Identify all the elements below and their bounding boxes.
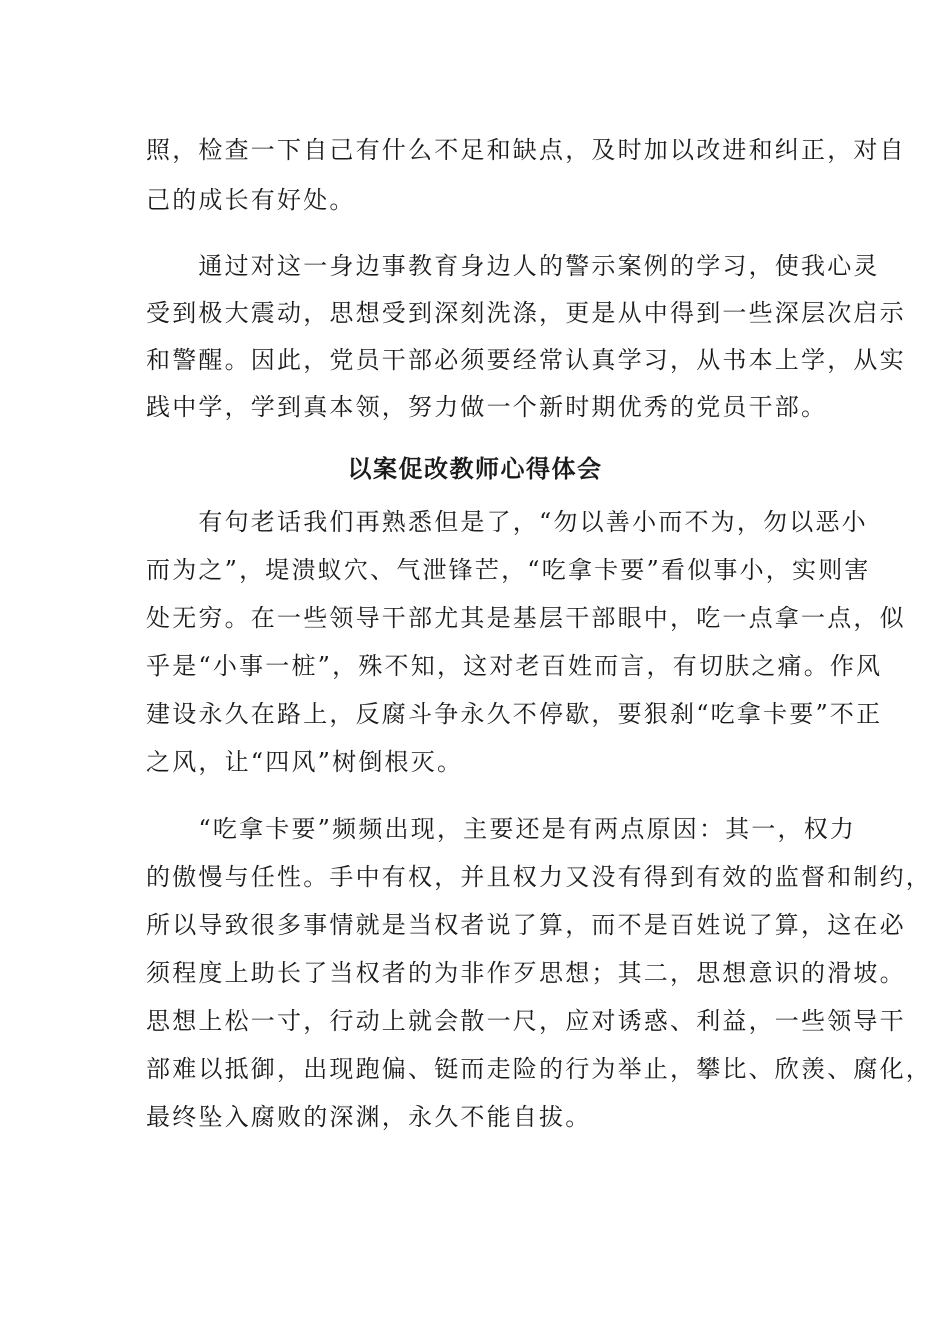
section-paragraph-2-line-6: 部难以抵御，出现跑偏、铤而走险的行为举止，攀比、欣羡、腐化，: [146, 1055, 932, 1083]
paragraph-1-line-2: 己的成长有好处。: [146, 186, 356, 214]
section-paragraph-2-line-3: 所以导致很多事情就是当权者说了算，而不是百姓说了算，这在必: [146, 911, 906, 939]
section-paragraph-1-line-5: 建设永久在路上，反腐斗争永久不停歇，要狠刹“吃拿卡要”不正: [146, 700, 883, 728]
section-paragraph-2-line-4: 须程度上助长了当权者的为非作歹思想；其二，思想意识的滑坡。: [146, 959, 906, 987]
section-paragraph-2-line-1: “吃拿卡要”频频出现，主要还是有两点原因：其一，权力: [146, 815, 857, 843]
paragraph-1-line-1: 照，检查一下自己有什么不足和缺点，及时加以改进和纠正，对自: [146, 136, 906, 164]
section-paragraph-1-line-2: 而为之”，堤溃蚁穴、气泄锋芒，“吃拿卡要”看似事小，实则害: [146, 556, 871, 584]
section-title: 以案促改教师心得体会: [347, 454, 603, 483]
paragraph-2-line-1: 通过对这一身边事教育身边人的警示案例的学习，使我心灵: [146, 252, 880, 280]
section-paragraph-2-line-5: 思想上松一寸，行动上就会散一尺，应对诱惑、利益，一些领导干: [146, 1007, 906, 1035]
paragraph-2-line-2: 受到极大震动，思想受到深刻洗涤，更是从中得到一些深层次启示: [146, 299, 906, 327]
section-paragraph-2-line-2: 的傲慢与任性。手中有权，并且权力又没有得到有效的监督和制约，: [146, 863, 932, 891]
paragraph-2-line-4: 践中学，学到真本领，努力做一个新时期优秀的党员干部。: [146, 393, 828, 421]
paragraph-2-line-3: 和警醒。因此，党员干部必须要经常认真学习，从书本上学，从实: [146, 346, 906, 374]
section-paragraph-1-line-4: 乎是“小事一桩”，殊不知，这对老百姓而言，有切肤之痛。作风: [146, 652, 883, 680]
section-paragraph-1-line-1: 有句老话我们再熟悉但是了，“勿以善小而不为，勿以恶小: [146, 508, 868, 536]
section-paragraph-2-line-7: 最终坠入腐败的深渊，永久不能自拔。: [146, 1103, 592, 1131]
section-paragraph-1-line-6: 之风，让“四风”树倒根灭。: [146, 748, 464, 776]
section-paragraph-1-line-3: 处无穷。在一些领导干部尤其是基层干部眼中，吃一点拿一点，似: [146, 604, 906, 632]
